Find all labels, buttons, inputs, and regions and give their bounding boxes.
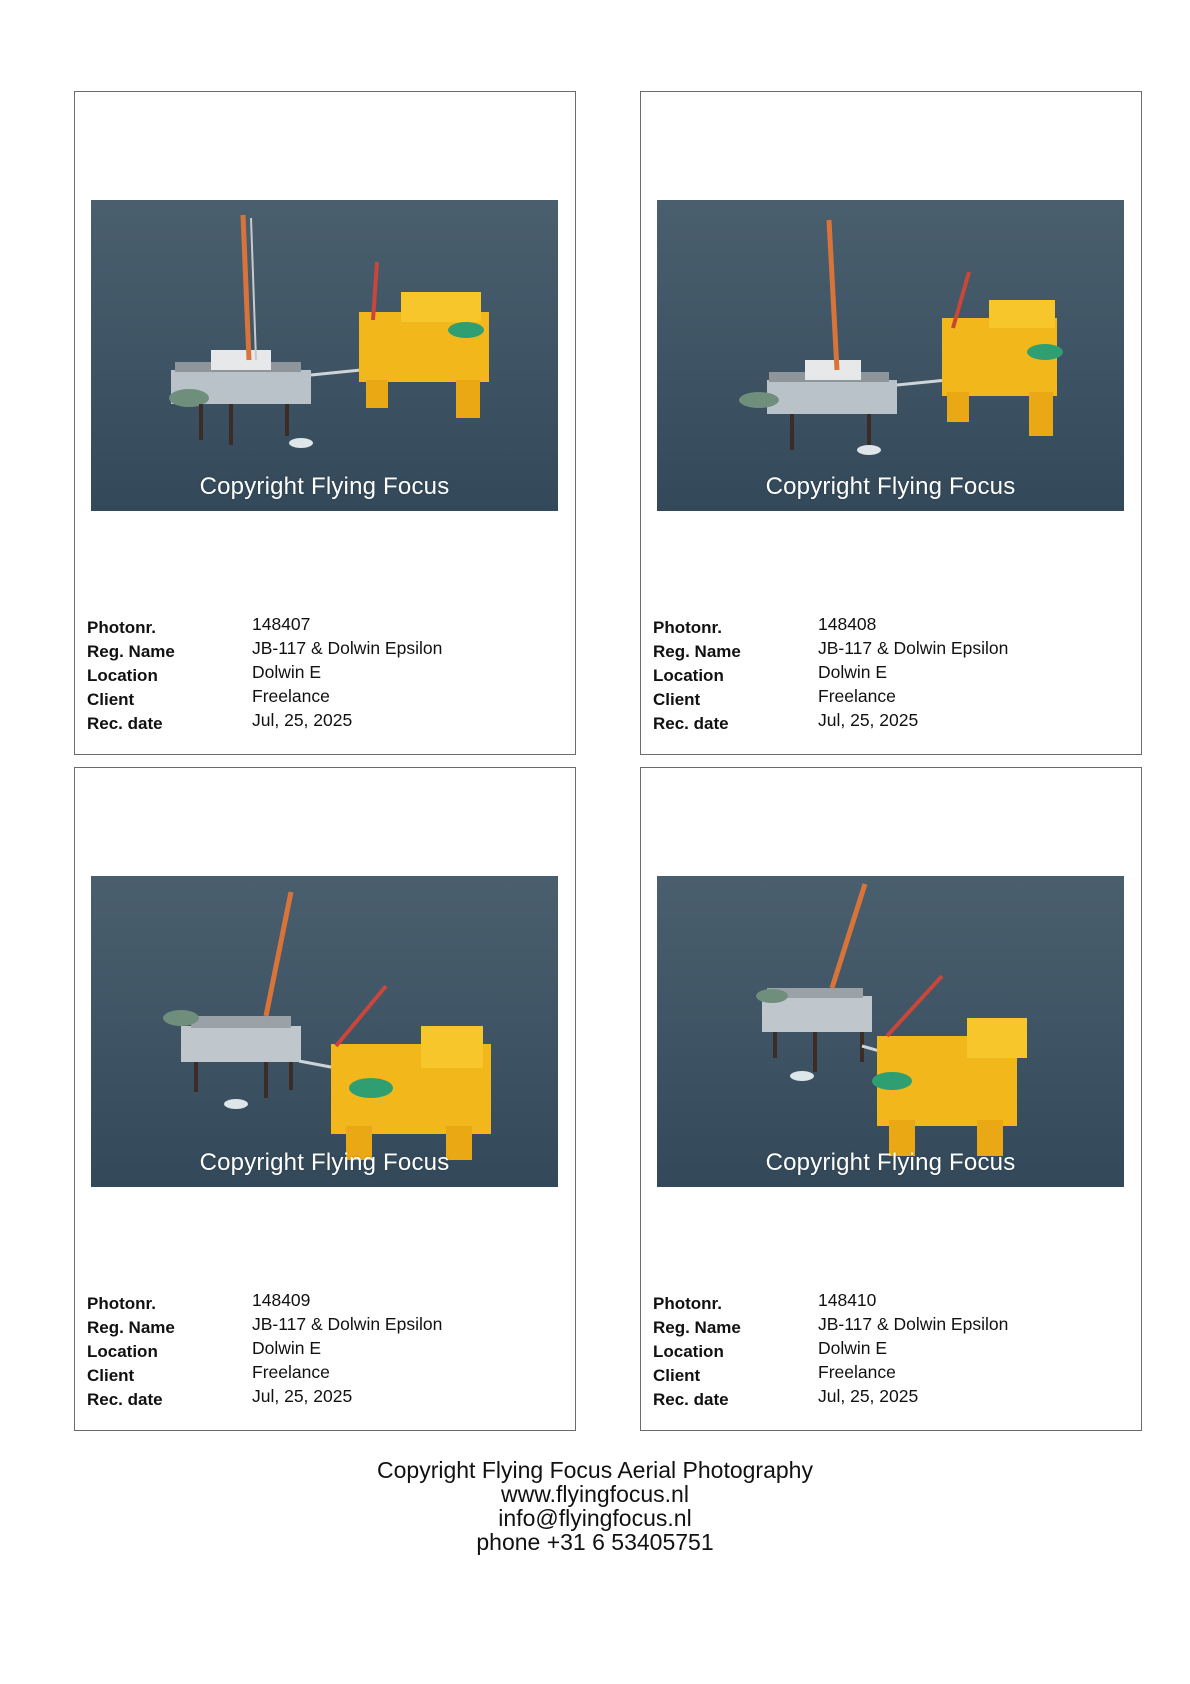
client-value: Freelance xyxy=(818,1362,896,1382)
offshore-platform-image xyxy=(657,200,1124,511)
rec-date-value: Jul, 25, 2025 xyxy=(252,710,353,730)
photo-metadata xyxy=(87,614,557,734)
photonr-label: Photonr. xyxy=(87,1294,156,1313)
location-label: Location xyxy=(87,1342,158,1361)
aerial-photo[interactable] xyxy=(657,876,1124,1187)
rec-date-label: Rec. date xyxy=(87,714,163,733)
rec-date-label: Rec. date xyxy=(87,1390,163,1409)
watermark: Copyright Flying Focus xyxy=(765,1149,1016,1176)
client-value: Freelance xyxy=(252,1362,330,1382)
client-label: Client xyxy=(87,690,135,709)
rec-date-value: Jul, 25, 2025 xyxy=(252,1386,353,1406)
offshore-platform-image xyxy=(91,200,558,511)
watermark: Copyright Flying Focus xyxy=(765,473,1016,500)
photonr-value: 148407 xyxy=(252,614,311,634)
aerial-photo[interactable] xyxy=(91,200,558,511)
page-footer xyxy=(0,1458,1190,1554)
reg-name-label: Reg. Name xyxy=(87,1318,175,1337)
location-label: Location xyxy=(653,1342,724,1361)
aerial-photo[interactable] xyxy=(91,876,558,1187)
photonr-value: 148408 xyxy=(818,614,877,634)
photonr-value: 148409 xyxy=(252,1290,311,1310)
reg-name-value: JB-117 & Dolwin Epsilon xyxy=(818,1314,1009,1334)
photo-metadata xyxy=(87,1290,557,1410)
photonr-value: 148410 xyxy=(818,1290,877,1310)
reg-name-label: Reg. Name xyxy=(87,642,175,661)
footer-copyright: Copyright Flying Focus Aerial Photography xyxy=(377,1457,813,1483)
client-value: Freelance xyxy=(818,686,896,706)
location-value: Dolwin E xyxy=(252,662,322,682)
rec-date-value: Jul, 25, 2025 xyxy=(818,710,919,730)
photonr-label: Photonr. xyxy=(87,618,156,637)
location-value: Dolwin E xyxy=(252,1338,322,1358)
photo-metadata xyxy=(653,614,1123,734)
offshore-platform-image xyxy=(91,876,558,1187)
client-label: Client xyxy=(653,1366,701,1385)
watermark: Copyright Flying Focus xyxy=(199,1149,450,1176)
location-value: Dolwin E xyxy=(818,662,888,682)
reg-name-label: Reg. Name xyxy=(653,642,741,661)
rec-date-label: Rec. date xyxy=(653,1390,729,1409)
client-label: Client xyxy=(653,690,701,709)
photonr-label: Photonr. xyxy=(653,618,722,637)
offshore-platform-image xyxy=(657,876,1124,1187)
location-value: Dolwin E xyxy=(818,1338,888,1358)
reg-name-value: JB-117 & Dolwin Epsilon xyxy=(252,638,443,658)
location-label: Location xyxy=(653,666,724,685)
photonr-label: Photonr. xyxy=(653,1294,722,1313)
photo-card xyxy=(74,767,576,1431)
photo-card xyxy=(640,91,1142,755)
reg-name-value: JB-117 & Dolwin Epsilon xyxy=(818,638,1009,658)
rec-date-value: Jul, 25, 2025 xyxy=(818,1386,919,1406)
footer-website-link[interactable]: www.flyingfocus.nl xyxy=(501,1481,689,1507)
footer-email-link[interactable]: info@flyingfocus.nl xyxy=(498,1505,692,1531)
rec-date-label: Rec. date xyxy=(653,714,729,733)
reg-name-value: JB-117 & Dolwin Epsilon xyxy=(252,1314,443,1334)
client-value: Freelance xyxy=(252,686,330,706)
location-label: Location xyxy=(87,666,158,685)
aerial-photo[interactable] xyxy=(657,200,1124,511)
photo-card xyxy=(640,767,1142,1431)
photo-card xyxy=(74,91,576,755)
watermark: Copyright Flying Focus xyxy=(199,473,450,500)
reg-name-label: Reg. Name xyxy=(653,1318,741,1337)
photo-metadata xyxy=(653,1290,1123,1410)
client-label: Client xyxy=(87,1366,135,1385)
footer-phone: phone +31 6 53405751 xyxy=(476,1529,714,1555)
